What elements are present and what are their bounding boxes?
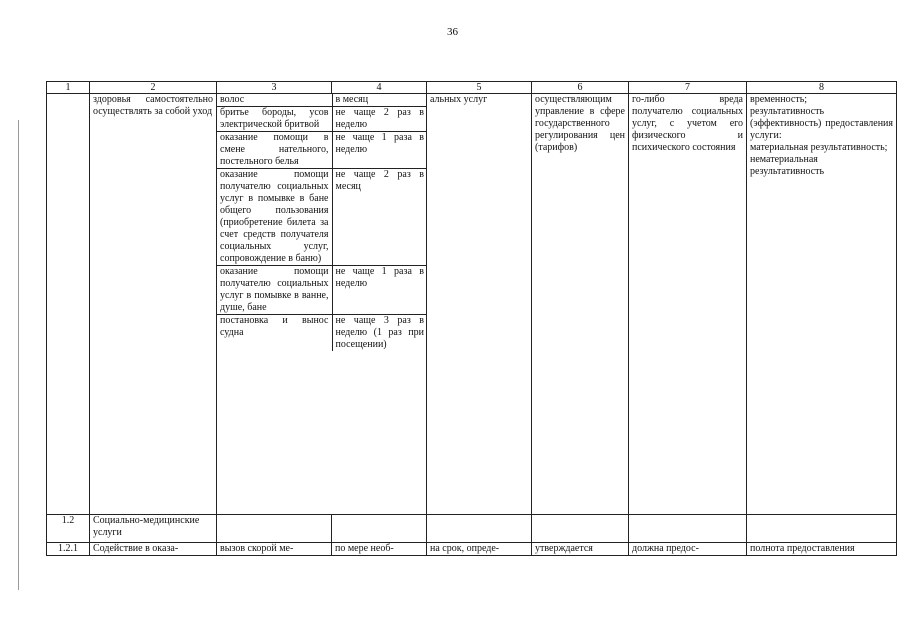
section-row xyxy=(47,515,897,543)
empty-cell xyxy=(629,515,747,543)
number-cell xyxy=(47,94,90,515)
cost-cell: осуществляющим управление в сфере государственного регулирования цен (тарифов) xyxy=(532,94,629,515)
quality-cell xyxy=(747,94,897,515)
term-cell: альных услуг xyxy=(427,94,532,515)
term-cell: на срок, опреде- xyxy=(427,543,532,556)
header-cell: 1 xyxy=(47,82,90,94)
services-table xyxy=(46,81,897,556)
action-text: бритье бороды, усов электрической бритвой xyxy=(217,107,332,132)
header-cell: 6 xyxy=(532,82,629,94)
frequency-text: не чаще 1 раза в неделю xyxy=(332,266,427,315)
action-text: постановка и вынос судна xyxy=(220,315,329,338)
subtable-row xyxy=(217,132,427,169)
action-text: оказание помощи получателю социальных услуг в помывке в ванне, душе, бане xyxy=(217,266,332,315)
header-cell: 2 xyxy=(90,82,217,94)
service-number: 1.2.1 xyxy=(47,543,90,556)
quality-cell: полнота предоставления xyxy=(747,543,897,556)
subtable-row xyxy=(217,94,427,107)
quality-line: материальная результативность; xyxy=(750,142,888,153)
section-number: 1.2 xyxy=(47,515,90,543)
frequency-text: не чаще 3 раз в неделю (1 раз при посещении) xyxy=(332,315,427,352)
cost-cell: утверждается xyxy=(532,543,629,556)
empty-cell xyxy=(532,515,629,543)
empty-cell xyxy=(747,515,897,543)
empty-cell xyxy=(332,515,427,543)
frequency-cell: по мере необ- xyxy=(332,543,427,556)
section-title: Социально-медицинские услуги xyxy=(90,515,217,543)
frequency-text: не чаще 2 раз в неделю xyxy=(332,107,427,132)
service-name-cell: Содействие в оказа- xyxy=(90,543,217,556)
service-actions-subtable xyxy=(217,94,427,351)
quality-line: временность; xyxy=(750,94,808,105)
empty-cell xyxy=(427,515,532,543)
action-text: оказание помощи в смене нательного, постельного белья xyxy=(217,132,332,169)
header-cell: 7 xyxy=(629,82,747,94)
binding-line xyxy=(18,120,19,590)
quality-line: результативность (эффективность) предоставления услуги: xyxy=(750,106,893,141)
frequency-text: не чаще 2 раз в месяц xyxy=(332,169,427,266)
subtable-row xyxy=(217,315,427,352)
frequency-text: не чаще 1 раза в неделю xyxy=(332,132,427,169)
header-cell: 5 xyxy=(427,82,532,94)
table-row xyxy=(47,543,897,556)
action-text: оказание помощи получателю социальных услуг в помывке в бане общего пользования (приобретение билета за счет средств получателя социальных услуг, сопровождение в баню) xyxy=(217,169,332,266)
header-cell: 8 xyxy=(747,82,897,94)
service-actions-cell xyxy=(217,94,427,515)
service-name-cell: здоровья самостоятельно осуществлять за собой уход xyxy=(90,94,217,515)
frequency-text: в месяц xyxy=(332,94,427,107)
table-row xyxy=(47,94,897,515)
action-cell: вызов скорой ме- xyxy=(217,543,332,556)
header-cell: 4 xyxy=(332,82,427,94)
conditions-cell: должна предос- xyxy=(629,543,747,556)
header-row xyxy=(47,82,897,94)
conditions-cell: го-либо вреда получателю социальных услуг, с учетом его физического и психического состояния xyxy=(629,94,747,515)
action-text: волос xyxy=(217,94,332,107)
page-number: 36 xyxy=(447,26,458,38)
empty-cell xyxy=(217,515,332,543)
header-cell: 3 xyxy=(217,82,332,94)
subtable-row xyxy=(217,266,427,315)
subtable-row xyxy=(217,169,427,266)
quality-line: нематериальная результативность xyxy=(750,154,825,177)
subtable-row xyxy=(217,107,427,132)
